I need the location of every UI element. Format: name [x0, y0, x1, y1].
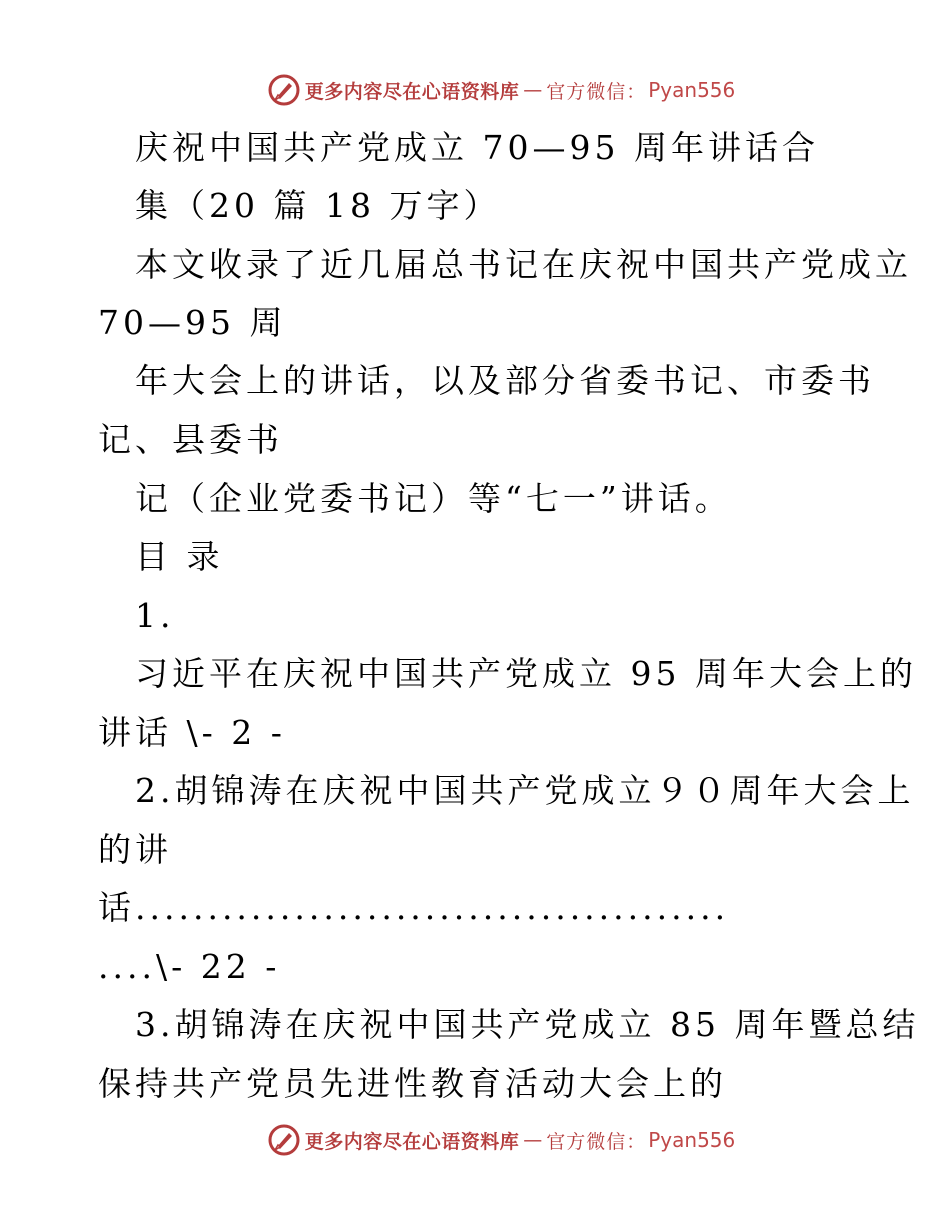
watermark-sub-text: 官方微信：	[546, 80, 647, 103]
watermark-wechat-id: Pyan556	[648, 78, 736, 102]
toc-item-1-number: 1.	[135, 596, 175, 635]
title-line-2: 集（20 篇 18 万字）	[135, 186, 501, 225]
toc-item-2-line-1: 2.胡锦涛在庆祝中国共产党成立９０周年大会上	[135, 771, 915, 810]
intro-line-2: 70—95 周	[98, 303, 287, 342]
intro-line-4: 记、县委书	[98, 420, 283, 459]
watermark-dash: —	[523, 79, 543, 101]
title-line-1: 庆祝中国共产党成立 70—95 周年讲话合	[135, 128, 819, 167]
watermark-wechat-id: Pyan556	[648, 1128, 736, 1152]
header-watermark	[0, 70, 950, 110]
toc-item-1-line-2: 讲话 \- 2 -	[98, 713, 286, 752]
toc-item-2-leader-dots: 话.........................................	[98, 888, 730, 927]
toc-item-3-line-1: 3.胡锦涛在庆祝中国共产党成立 85 周年暨总结	[135, 1005, 920, 1044]
toc-item-2-line-2: 的讲	[98, 830, 172, 869]
toc-item-1-line-1: 习近平在庆祝中国共产党成立 95 周年大会上的	[135, 654, 917, 693]
intro-line-5: 记（企业党委书记）等“七一”讲话。	[135, 479, 732, 518]
watermark-sub-text: 官方微信：	[546, 1130, 647, 1153]
footer-watermark	[0, 1120, 950, 1160]
pen-nib-logo-icon	[267, 1123, 301, 1157]
toc-item-3-line-2: 保持共产党员先进性教育活动大会上的	[98, 1064, 727, 1103]
toc-item-2-page: ....\- 22 -	[98, 947, 281, 986]
intro-line-1: 本文收录了近几届总书记在庆祝中国共产党成立	[135, 245, 912, 284]
pen-nib-logo-icon	[267, 73, 301, 107]
toc-heading: 目 录	[135, 537, 224, 576]
intro-line-3: 年大会上的讲话，以及部分省委书记、市委书	[135, 361, 875, 400]
watermark-main-text: 更多内容尽在心语资料库	[304, 1130, 520, 1153]
watermark-main-text: 更多内容尽在心语资料库	[304, 80, 520, 103]
watermark-dash: —	[523, 1129, 543, 1151]
